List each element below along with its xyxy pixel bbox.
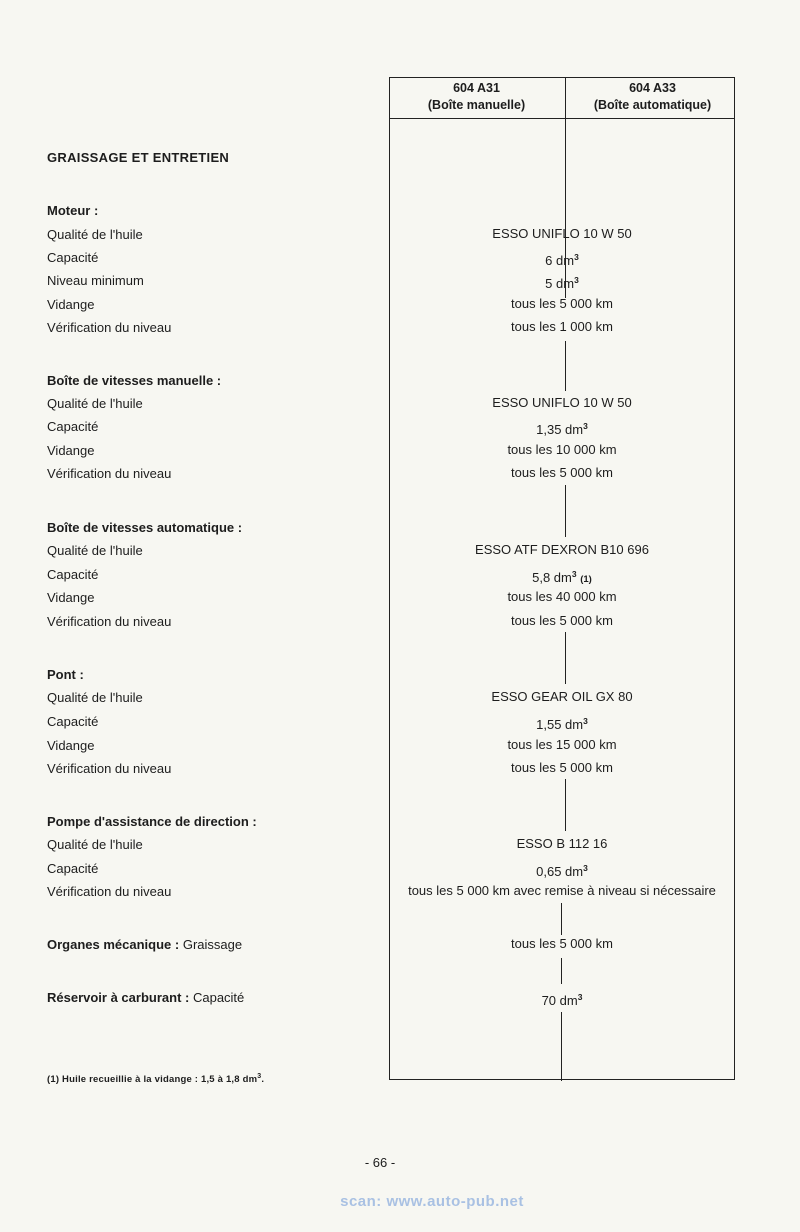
column-header-automatic (566, 80, 739, 114)
row-label: Vérification du niveau (47, 466, 172, 481)
page-number: - 66 - (364, 1155, 396, 1170)
row-value: tous les 15 000 km (507, 737, 617, 752)
scan-credit: scan: www.auto-pub.net (340, 1193, 524, 1210)
row-label: Qualité de l'huile (47, 396, 143, 411)
row-label: Vérification du niveau (47, 884, 172, 899)
row-value: tous les 1 000 km (511, 319, 613, 334)
row-value: ESSO UNIFLO 10 W 50 (492, 226, 632, 241)
column-divider (561, 958, 562, 984)
section-heading-moteur: Moteur : (47, 203, 99, 218)
column-divider (565, 341, 566, 391)
section-heading-automatic-gearbox: Boîte de vitesses automatique : (47, 520, 243, 535)
row-label: Vérification du niveau (47, 320, 172, 335)
column-divider (565, 632, 566, 684)
footnote: (1) Huile recueillie à la vidange : 1,5 à 1,8 $dm^3$. (47, 1073, 265, 1085)
row-value: 5 $dm^3$ (545, 275, 579, 291)
row-label: Qualité de l'huile (47, 837, 143, 852)
row-label: Vidange (47, 443, 95, 458)
row-label: Capacité (47, 861, 99, 876)
row-label: Qualité de l'huile (47, 227, 143, 242)
row-value: 1,55 $dm^3$ (536, 716, 588, 732)
header-rule (390, 118, 734, 119)
row-label: Graissage (182, 937, 243, 952)
row-label: Qualité de l'huile (47, 543, 143, 558)
row-value: tous les 5 000 km (511, 465, 613, 480)
row-label: Vidange (47, 590, 95, 605)
row-label: Capacité (47, 714, 99, 729)
row-value: ESSO B 112 16 (516, 836, 608, 851)
column-divider (561, 903, 562, 935)
row-label: Capacité (192, 990, 245, 1005)
row-value: tous les 10 000 km (507, 442, 617, 457)
column-model-automatic: 604 A33 (629, 81, 676, 95)
column-divider (565, 485, 566, 537)
section-heading-power-steering: Pompe d'assistance de direction : (47, 814, 257, 829)
footnote-marker: (1) (580, 574, 592, 585)
column-sub-automatic: (Boîte automatique) (593, 98, 712, 112)
row-value: tous les 40 000 km (507, 589, 617, 604)
row-value: tous les 5 000 km avec remise à niveau si nécessaire (408, 883, 716, 898)
row-value: 0,65 $dm^3$ (536, 863, 588, 879)
page-title: GRAISSAGE ET ENTRETIEN (47, 150, 230, 165)
row-label: Capacité (47, 419, 99, 434)
column-divider (561, 1012, 562, 1081)
column-divider (565, 779, 566, 831)
row-value: tous les 5 000 km (511, 613, 613, 628)
row-value: 6 $dm^3$ (545, 252, 579, 268)
row-value: ESSO GEAR OIL GX 80 (491, 689, 633, 704)
row-label: Vidange (47, 297, 95, 312)
row-label: Niveau minimum (47, 273, 144, 288)
row-label: Capacité (47, 250, 99, 265)
row-label: Qualité de l'huile (47, 690, 143, 705)
row-label: Vérification du niveau (47, 614, 172, 629)
row-value: tous les 5 000 km (511, 936, 613, 951)
column-header-manual (390, 80, 563, 114)
row-value: 70 $dm^3$ (541, 992, 583, 1008)
column-sub-manual: (Boîte manuelle) (427, 98, 526, 112)
row-value: ESSO UNIFLO 10 W 50 (492, 395, 632, 410)
row-label-organes (47, 937, 242, 953)
section-heading-reservoir: Réservoir à carburant : (47, 990, 190, 1005)
section-heading-organes: Organes mécanique : (47, 937, 180, 952)
section-heading-manual-gearbox: Boîte de vitesses manuelle : (47, 373, 222, 388)
row-label-reservoir (47, 990, 244, 1006)
row-value: 5,8 $dm^3$ (1) (532, 569, 592, 585)
column-model-manual: 604 A31 (453, 81, 500, 95)
column-divider (565, 118, 566, 298)
row-value: ESSO ATF DEXRON B10 696 (475, 542, 649, 557)
section-heading-pont: Pont : (47, 667, 84, 682)
row-label: Capacité (47, 567, 99, 582)
row-value: tous les 5 000 km (511, 296, 613, 311)
row-value: 1,35 $dm^3$ (536, 421, 588, 437)
row-value: tous les 5 000 km (511, 760, 613, 775)
row-label: Vidange (47, 738, 95, 753)
row-label: Vérification du niveau (47, 761, 172, 776)
